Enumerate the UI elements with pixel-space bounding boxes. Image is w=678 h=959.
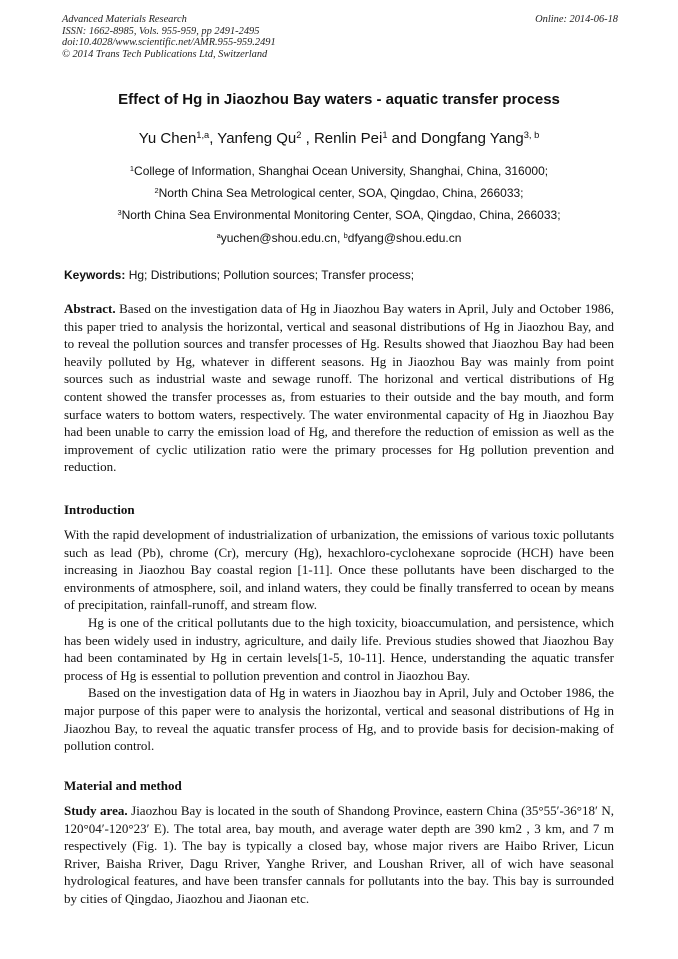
material-method-heading: Material and method bbox=[64, 778, 182, 793]
author-name: Yanfeng Qu bbox=[217, 130, 297, 147]
author-name: Yu Chen bbox=[138, 130, 197, 147]
affiliation-2: $^2$North China Sea Metrological center, SOA, Qingdao, China, 266033; bbox=[154, 185, 524, 200]
email-a: yuchen@shou.edu.cn, bbox=[220, 231, 344, 245]
affiliation-1: $^1$College of Information, Shanghai Ocean University, Shanghai, China, 316000; bbox=[129, 163, 549, 178]
author-name: Renlin Pei bbox=[313, 130, 383, 147]
doi-line: doi:10.4028/www.scientific.net/AMR.955-959.2491 bbox=[62, 37, 276, 49]
affiliation-3: $^3$North China Sea Environmental Monitoring Center, SOA, Qingdao, China, 266033; bbox=[117, 207, 561, 222]
study-area-label: Study area. bbox=[64, 803, 128, 818]
abstract bbox=[64, 300, 614, 476]
introduction-body bbox=[64, 526, 614, 755]
author-affil-sup: 2 bbox=[296, 129, 302, 140]
paper-title: Effect of Hg in Jiaozhou Bay waters - aquatic transfer process bbox=[118, 91, 560, 108]
issn-line: ISSN: 1662-8985, Vols. 955-959, pp 2491-2495 bbox=[62, 25, 260, 37]
author-emails: $^a$yuchen@shou.edu.cn, $^b$dfyang@shou.edu.cn bbox=[216, 230, 462, 245]
intro-paragraph-2: Hg is one of the critical pollutants due to the high toxicity, bioaccumulation, and persistence, which has been widely used in industry, agriculture, and daily life. Previous studies showed that Jiaozhou Bay had been contaminated by Hg in certain levels[1-5, 10-11]. Hence, understanding the aquatic transfer process of Hg is essential to pollution prevention and control in Jiaozhou Bay. bbox=[64, 614, 614, 683]
intro-paragraph-1: With the rapid development of industrialization of urbanization, the emissions of various toxic pollutants such as lead (Pb), chrome (Cr), mercury (Hg), hexachloro-cyclohexane soprocide (HCH) have been increasing in Jiaozhou Bay coastal region [1-11]. Once these pollutants have been discharged to the environments of atmosphere, soil, and inland waters, they could be finally transferred to ocean by means of precipitation, rainfall-runoff, and stream flow. bbox=[64, 527, 614, 613]
author-separator: , bbox=[301, 130, 314, 147]
author-separator: , bbox=[209, 130, 218, 147]
keywords bbox=[64, 268, 616, 282]
copyright-line: © 2014 Trans Tech Publications Ltd, Switzerland bbox=[62, 48, 268, 60]
introduction-heading: Introduction bbox=[64, 502, 135, 517]
study-area-paragraph bbox=[64, 802, 614, 908]
author-affil-sup: 1 bbox=[382, 129, 388, 140]
study-area-text: Jiaozhou Bay is located in the south of Shandong Province, eastern China (35°55′-36°18′ N, 120°04′-120°23′ E). The total area, bay mouth, and average water depth are 390 km2 , 3 km, and 7 m respectively (Fig. 1). The bay is typically a closed bay, whose major rivers are Haibo Rriver, Licun Rriver, Baisha Rriver, Dagu Rriver, Yanghe Rriver, and Loushan Rriver, all of wich have seasonal hydrological features, and have been transfer cannals for pollutants into the bay. This bay is surrounded by cities of Qingdao, Jiaozhou and Jiaonan etc. bbox=[64, 803, 614, 906]
email-b: dfyang@shou.edu.cn bbox=[347, 231, 462, 245]
keywords-label: Keywords: bbox=[64, 268, 126, 282]
abstract-text: Based on the investigation data of Hg in Jiaozhou Bay waters in April, July and October 1986, this paper tried to analysis the horizontal, vertical and seasonal distributions of Hg in Jiaozhou Bay, and to reveal the pollution sources and transfer processes of Hg. Results showed that Jiaozhou Bay had been heavily polluted by Hg, whatever in different seasons. Hg in Jiaozhou Bay was mainly from point sources such as industrial waste and sewage runoff. The horizonal and vertical distributions of Hg content showed the transfer processes as, from estuaries to their outside and the bay mouth, and form surface waters to bottom waters, respectively. The water environmental capacity of Hg in Jiaozhou Bay had been unable to carry the emission load of Hg, and therefore the reduction of emission as well as the improvement of cyclic utilization ratio were the primary processes for Hg pollution prevention and reduction. bbox=[64, 301, 614, 475]
keywords-text: Hg; Distributions; Pollution sources; Transfer process; bbox=[125, 268, 415, 282]
author-affil-sup: 3, b bbox=[523, 129, 540, 140]
author-affil-sup: 1,a bbox=[196, 129, 210, 140]
online-date: Online: 2014-06-18 bbox=[535, 14, 618, 25]
journal-name: Advanced Materials Research bbox=[62, 14, 187, 25]
intro-paragraph-3: Based on the investigation data of Hg in waters in Jiaozhou bay in April, July and October 1986, the major purpose of this paper were to analysis the horizontal, vertical and seasonal distributions of Hg in Jiaozhou Bay, to reveal the aquatic transfer process of Hg, and to provide basis for decision-making of pollution control. bbox=[64, 685, 614, 754]
abstract-label: Abstract. bbox=[64, 301, 116, 316]
journal-header bbox=[62, 14, 618, 60]
author-name: Dongfang Yang bbox=[420, 130, 524, 147]
author-list bbox=[0, 130, 678, 147]
author-separator: and bbox=[387, 130, 421, 147]
